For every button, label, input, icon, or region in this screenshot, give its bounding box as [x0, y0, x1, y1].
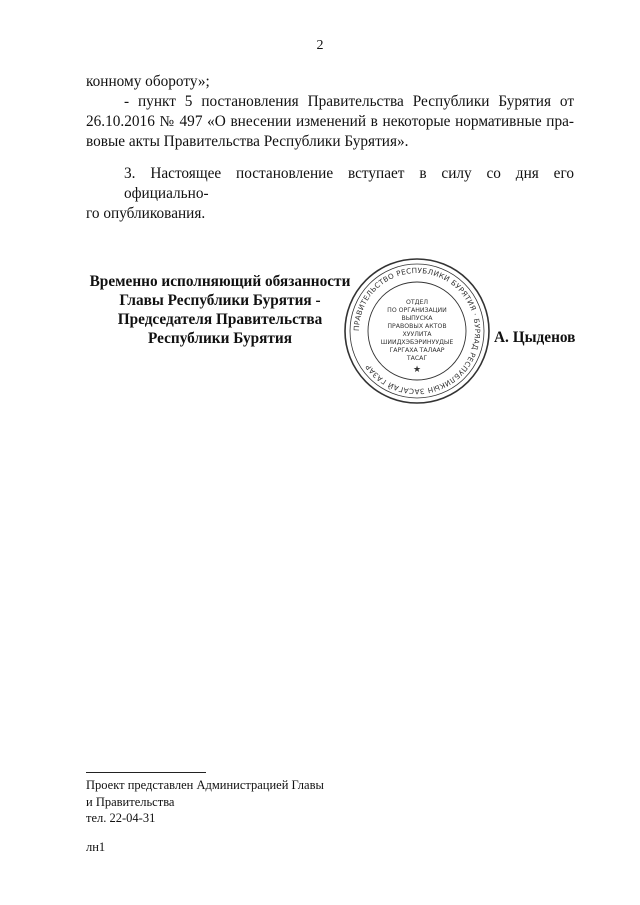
document-code: лн1: [86, 840, 106, 854]
stamp-line: ВЫПУСКА: [401, 315, 433, 322]
text-line: - пункт 5 постановления Правительства Республики Бурятия от: [124, 93, 574, 110]
stamp-line: ХУУЛИТА: [402, 331, 432, 338]
star-icon: ★: [412, 364, 422, 374]
footnote-line: тел. 22-04-31: [86, 811, 156, 825]
text-line: 26.10.2016 № 497 «О внесении изменений в некоторые нормативные пра-: [86, 113, 574, 130]
stamp-line: ГАРГАХА ТАЛААР: [389, 347, 445, 354]
text-line: 3. Настоящее постановление вступает в силу со дня его официально-: [124, 165, 574, 202]
stamp-line: ШИИДХЭБЭРИНУУДЫЕ: [380, 339, 454, 346]
stamp-line: ПО ОРГАНИЗАЦИИ: [387, 307, 447, 314]
signatory-title-line: Председателя Правительства: [117, 311, 323, 328]
signatory-title-line: Главы Республики Бурятия -: [119, 292, 321, 309]
stamp-outer-text: ПРАВИТЕЛЬСТВО РЕСПУБЛИКИ БУРЯТИЯ · БУРЯАД РЕСПУБЛИКЫН ЗАСАГАЙ ГАЗАР: [351, 265, 483, 397]
footnote-line: и Правительства: [86, 794, 175, 809]
paragraph-continuation: [86, 72, 574, 92]
footnote-divider: [86, 772, 206, 773]
official-stamp: [342, 256, 492, 406]
text-line: го опубликования.: [86, 205, 206, 222]
page-number: 2: [316, 38, 324, 53]
signatory-name: А. Цыденов: [494, 329, 576, 346]
stamp-line: ТАСАГ: [406, 355, 428, 362]
stamp-line: ОТДЕЛ: [405, 299, 429, 306]
text-line: вовые акты Правительства Республики Бурятия».: [86, 133, 409, 150]
paragraph-3: [86, 164, 574, 224]
signatory-title-line: Республики Бурятия: [147, 330, 293, 347]
text-line: конному обороту»;: [86, 73, 210, 90]
paragraph-item-5: [86, 92, 574, 152]
footnote-line: Проект представлен Администрацией Главы: [86, 778, 324, 792]
signatory-title-line: Временно исполняющий обязанности: [89, 273, 351, 290]
stamp-line: ПРАВОВЫХ АКТОВ: [387, 323, 447, 330]
footnote: [86, 777, 324, 827]
signatory-title: [80, 272, 360, 348]
